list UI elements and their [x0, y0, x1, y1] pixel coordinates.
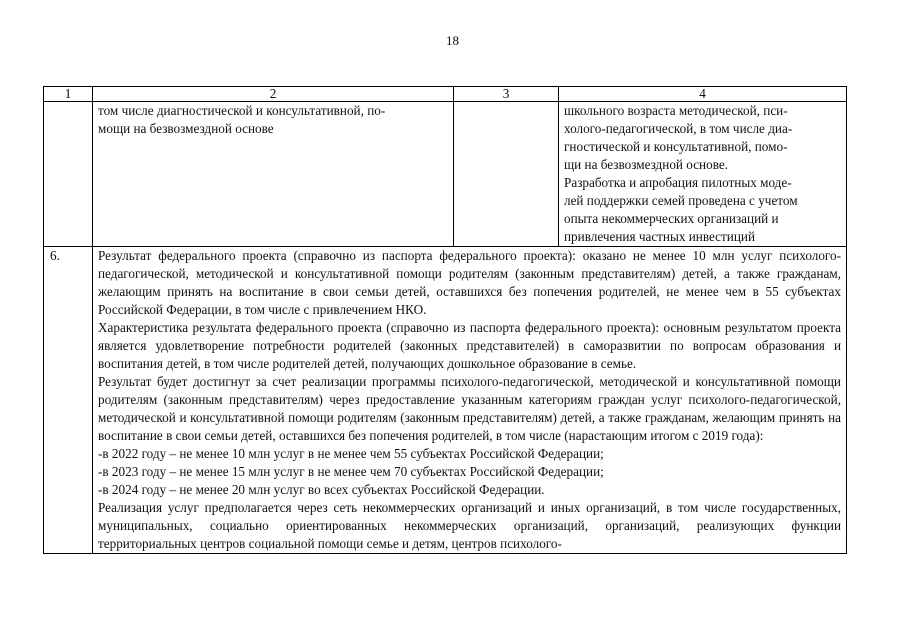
- row-continued-description: [93, 102, 454, 247]
- characteristic-paragraph: Характеристика результата федерального проекта (справочно из паспорта федерального проекта): основным результатом проекта является удовлетворение потребности родителей (законных представителей) в саморазвитии по вопросам образования и воспитания детей, в том числе родителей детей, получающих дошкольное образование в семье.: [98, 320, 841, 371]
- achievement-paragraph: Результат будет достигнут за счет реализации программы психолого-педагогической, методической и консультативной помощи родителям (законным представителям) через предоставление указанным категориям граждан услуг психолого-педагогической, методической и консультативной помощи родителям (законным представителям) детей, а также гражданам, желающим принять на воспитание в свои семьи детей, оставшихся без попечения родителей, в том числе (нарастающим итогом с 2019 года):: [98, 374, 841, 443]
- row-continued-col-3: [454, 102, 559, 247]
- row-6-content: [93, 247, 847, 554]
- text-line: школьного возраста методической, пси-: [564, 103, 788, 118]
- row-continued-number: [44, 102, 93, 247]
- header-col-1: 1: [44, 87, 93, 102]
- table-header-row: [44, 87, 847, 102]
- row-continued-col-4: [559, 102, 847, 247]
- table-row-continued: [44, 102, 847, 247]
- header-col-2: 2: [93, 87, 454, 102]
- results-table: [43, 86, 847, 554]
- result-paragraph: Результат федерального проекта (справочно из паспорта федерального проекта): оказано не менее 10 млн услуг психолого-педагогической, методической и консультативной помощи родителям (законным представителям) детей, а также гражданам, желающим принять на воспитание в свои семьи детей, оставшихся без попечения родителей, не менее чем в 55 субъектах Российской Федерации, в том числе с привлечением НКО.: [98, 248, 841, 317]
- header-col-3: 3: [454, 87, 559, 102]
- row-6-number: 6.: [44, 247, 93, 554]
- text-line: холого-педагогической, в том числе диа-: [564, 121, 793, 136]
- text-line: Разработка и апробация пилотных моде-: [564, 175, 792, 190]
- text-line: том числе диагностической и консультативной, по-: [98, 103, 386, 118]
- implementation-paragraph: Реализация услуг предполагается через сеть некоммерческих организаций и иных организаций, в том числе государственных, муниципальных, социально ориентированных некоммерческих организаций, организаций, реализующих функции территориальных центров социальной помощи семье и детям, центров психолого-: [98, 500, 841, 551]
- text-line: гностической и консультативной, помо-: [564, 139, 788, 154]
- header-col-4: 4: [559, 87, 847, 102]
- target-2022: -в 2022 году – не менее 10 млн услуг в не менее чем 55 субъектах Российской Федерации;: [98, 446, 604, 461]
- target-2023: -в 2023 году – не менее 15 млн услуг в не менее чем 70 субъектах Российской Федерации;: [98, 464, 604, 479]
- table-row-6: [44, 247, 847, 554]
- text-line: щи на безвозмездной основе.: [564, 157, 729, 172]
- page-number: 18: [446, 33, 459, 48]
- text-line: мощи на безвозмездной основе: [98, 121, 274, 136]
- text-line: привлечения частных инвестиций: [564, 229, 756, 244]
- text-line: лей поддержки семей проведена с учетом: [564, 193, 798, 208]
- text-line: опыта некоммерческих организаций и: [564, 211, 779, 226]
- target-2024: -в 2024 году – не менее 20 млн услуг во всех субъектах Российской Федерации.: [98, 482, 545, 497]
